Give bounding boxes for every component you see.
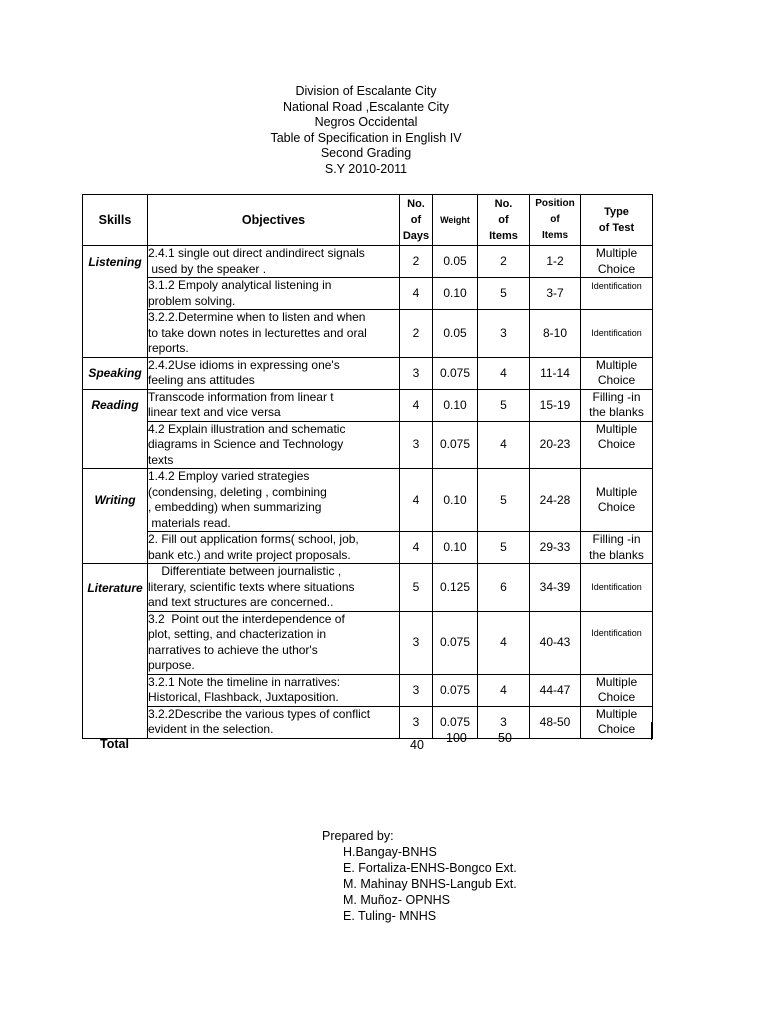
header-items-line2: of (498, 214, 509, 226)
type-cell: Identification (581, 310, 653, 358)
header-objectives: Objectives (148, 195, 400, 246)
table-row (83, 469, 653, 532)
weight-cell: 0.10 (433, 469, 478, 532)
position-cell: 44-47 (530, 674, 581, 706)
days-cell: 3 (400, 706, 433, 738)
weight-cell: 0.075 (433, 611, 478, 674)
skill-speaking: Speaking (83, 357, 148, 389)
header-division: Division of Escalante City (295, 84, 437, 98)
type-cell: Multiple Choice (581, 246, 653, 278)
header-items-line3: Items (489, 230, 518, 242)
days-cell: 3 (400, 611, 433, 674)
preparer-list (322, 844, 517, 924)
items-cell: 5 (478, 532, 530, 564)
skill-blank (83, 706, 148, 738)
type-cell: Multiple Choice (581, 674, 653, 706)
header-position-line3: Items (541, 230, 569, 241)
header-position-line1: Position (535, 198, 575, 209)
position-cell: 34-39 (530, 564, 581, 612)
days-cell: 5 (400, 564, 433, 612)
header-skills: Skills (83, 195, 148, 246)
header-grading: Second Grading (320, 146, 412, 160)
total-weight: 100 (446, 731, 467, 745)
preparer-name: M. Mahinay BNHS-Langub Ext. (343, 877, 517, 891)
header-type-line1: Type (604, 206, 629, 218)
objective-cell: 3.2.1 Note the timeline in narratives: Historical, Flashback, Juxtaposition. (148, 674, 400, 706)
skill-blank (83, 278, 148, 310)
total-label: Total (100, 737, 129, 751)
preparer-name: M. Muñoz- OPNHS (343, 893, 450, 907)
type-cell: Multiple Choice (581, 357, 653, 389)
days-cell: 4 (400, 389, 433, 421)
header-position (530, 195, 581, 246)
table-row (83, 421, 653, 469)
header-days (400, 195, 433, 246)
objective-cell: 4.2 Explain illustration and schematic diagrams in Science and Technology texts (148, 421, 400, 469)
weight-cell: 0.075 (433, 706, 478, 738)
weight-cell: 0.05 (433, 246, 478, 278)
table-row (83, 357, 653, 389)
days-cell: 4 (400, 532, 433, 564)
total-items: 50 (498, 731, 512, 745)
days-cell: 2 (400, 246, 433, 278)
table-row (83, 278, 653, 310)
position-cell: 15-19 (530, 389, 581, 421)
position-cell: 3-7 (530, 278, 581, 310)
position-cell: 24-28 (530, 469, 581, 532)
header-weight: Weight (433, 195, 478, 246)
days-cell: 4 (400, 469, 433, 532)
header-type (581, 195, 653, 246)
document-header (0, 84, 732, 177)
skill-writing: Writing (83, 469, 148, 532)
header-items-line1: No. (494, 198, 513, 210)
skill-blank (83, 611, 148, 674)
items-cell: 3 (478, 706, 530, 738)
items-cell: 4 (478, 611, 530, 674)
preparer-name: E. Fortaliza-ENHS-Bongco Ext. (343, 861, 517, 875)
weight-cell: 0.075 (433, 357, 478, 389)
skill-blank (83, 310, 148, 358)
objective-cell: Differentiate between journalistic , literary, scientific texts where situations and text structures are concerned.. (148, 564, 400, 612)
header-province: Negros Occidental (314, 115, 418, 129)
objective-cell: 1.4.2 Employ varied strategies (condensing, deleting , combining , embedding) when summarizing materials read. (148, 469, 400, 532)
type-cell: Multiple Choice (581, 706, 653, 738)
items-cell: 4 (478, 421, 530, 469)
objective-cell: 2.4.2Use idioms in expressing one's feeling ans attitudes (148, 357, 400, 389)
weight-cell: 0.05 (433, 310, 478, 358)
position-cell: 29-33 (530, 532, 581, 564)
header-title: Table of Specification in English IV (270, 130, 462, 145)
items-cell: 5 (478, 469, 530, 532)
days-cell: 2 (400, 310, 433, 358)
objective-cell: Transcode information from linear t linear text and vice versa (148, 389, 400, 421)
table-header-row (83, 195, 653, 246)
header-position-line2: of (550, 214, 560, 225)
type-cell: Filling -in the blanks (581, 389, 653, 421)
objective-cell: 2.4.1 single out direct andindirect signals used by the speaker . (148, 246, 400, 278)
skill-reading: Reading (83, 389, 148, 421)
type-cell: Filling -in the blanks (581, 532, 653, 564)
skill-listening: Listening (83, 246, 148, 278)
header-address: National Road ,Escalante City (282, 99, 450, 114)
table-row (83, 564, 653, 612)
table-row (83, 389, 653, 421)
items-cell: 6 (478, 564, 530, 612)
table-row (83, 706, 653, 738)
table-row (83, 246, 653, 278)
prepared-by-block (322, 828, 517, 924)
prepared-by-label: Prepared by: (322, 829, 394, 843)
days-cell: 3 (400, 357, 433, 389)
type-cell: Multiple Choice (581, 421, 653, 469)
skill-blank (83, 421, 148, 469)
items-cell: 5 (478, 278, 530, 310)
type-cell: Multiple Choice (581, 469, 653, 532)
specification-table (82, 194, 653, 739)
skill-literature: Literature (83, 564, 148, 612)
position-cell: 20-23 (530, 421, 581, 469)
type-cell: Identification (581, 278, 653, 310)
header-days-line1: No. (407, 198, 425, 210)
items-cell: 5 (478, 389, 530, 421)
position-cell: 48-50 (530, 706, 581, 738)
header-items (478, 195, 530, 246)
table-row (83, 611, 653, 674)
position-cell: 1-2 (530, 246, 581, 278)
table-row (83, 310, 653, 358)
preparer-name: H.Bangay-BNHS (343, 845, 437, 859)
items-cell: 4 (478, 674, 530, 706)
skill-blank (83, 674, 148, 706)
items-cell: 2 (478, 246, 530, 278)
type-cell: Identification (581, 564, 653, 612)
table-row (83, 674, 653, 706)
objective-cell: 3.2 Point out the interdependence of plot, setting, and chacterization in narratives to achieve the uthor's purpose. (148, 611, 400, 674)
header-days-line2: of (410, 214, 422, 226)
days-cell: 4 (400, 278, 433, 310)
objective-cell: 3.2.2Describe the various types of conflict evident in the selection. (148, 706, 400, 738)
weight-cell: 0.075 (433, 421, 478, 469)
days-cell: 3 (400, 421, 433, 469)
table-edge-line (651, 722, 652, 740)
header-type-line2: of Test (598, 222, 635, 234)
skill-blank (83, 532, 148, 564)
header-school-year: S.Y 2010-2011 (324, 161, 408, 176)
position-cell: 11-14 (530, 357, 581, 389)
weight-cell: 0.10 (433, 389, 478, 421)
total-days: 40 (410, 738, 424, 752)
items-cell: 3 (478, 310, 530, 358)
days-cell: 3 (400, 674, 433, 706)
type-cell: Identification (581, 611, 653, 674)
weight-cell: 0.10 (433, 532, 478, 564)
table-row (83, 532, 653, 564)
position-cell: 40-43 (530, 611, 581, 674)
position-cell: 8-10 (530, 310, 581, 358)
weight-cell: 0.10 (433, 278, 478, 310)
objective-cell: 3.1.2 Empoly analytical listening in problem solving. (148, 278, 400, 310)
weight-cell: 0.075 (433, 674, 478, 706)
preparer-name: E. Tuling- MNHS (343, 909, 437, 923)
items-cell: 4 (478, 357, 530, 389)
weight-cell: 0.125 (433, 564, 478, 612)
objective-cell: 3.2.2.Determine when to listen and when to take down notes in lecturettes and oral reports. (148, 310, 400, 358)
header-days-line3: Days (402, 230, 430, 242)
objective-cell: 2. Fill out application forms( school, job, bank etc.) and write project proposals. (148, 532, 400, 564)
